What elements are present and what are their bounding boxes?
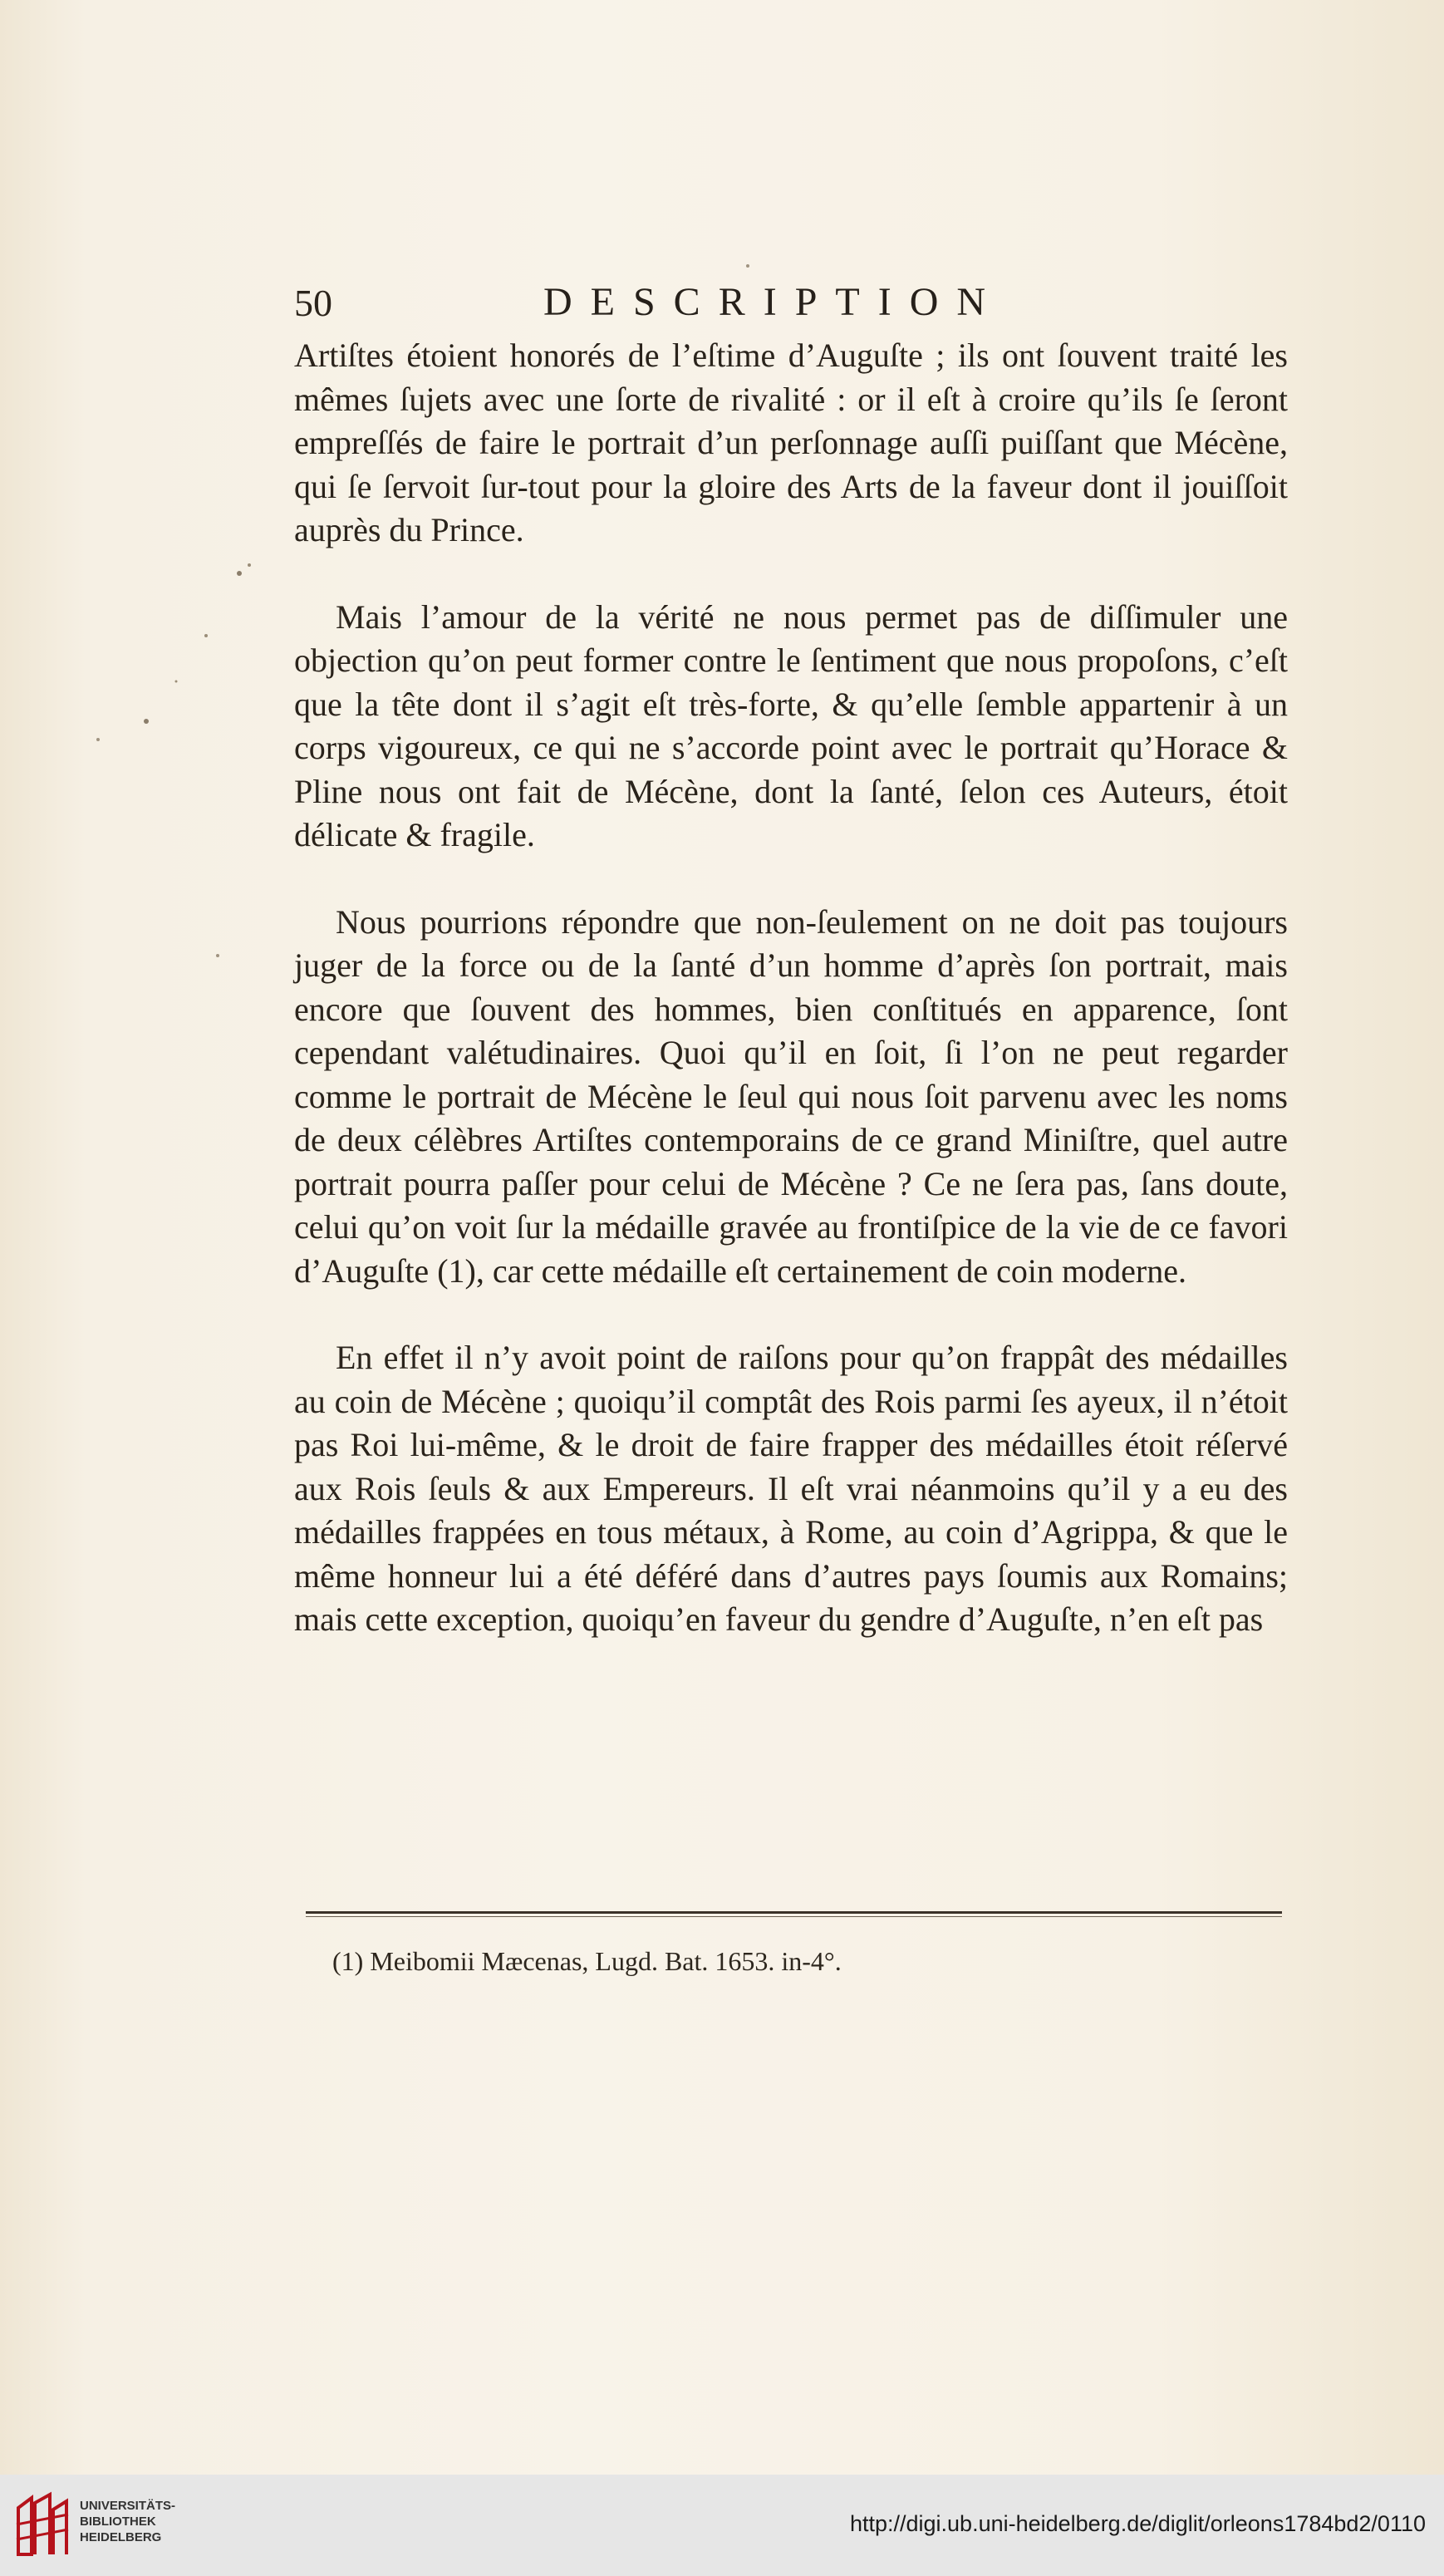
footnote: (1) Meibomii Mæcenas, Lugd. Bat. 1653. in-4°. (332, 1946, 842, 1976)
running-title: DESCRIPTION (543, 280, 1004, 324)
body-text (294, 334, 1288, 1642)
footnote-rule (306, 1911, 1282, 1914)
paragraph-3: Nous pourrions répondre que non-ſeulement on ne doit pas toujours juger de la force ou de la ſanté d’un homme d’après ſon portrait, mais encore que ſouvent des hommes, bien conſtitués en apparence, ſont cependant valétudinaires. Quoi qu’il en ſoit, ſi l’on ne peut regarder comme le portrait de Mécène le ſeul qui nous ſoit parvenu avec les noms de deux célèbres Artiſtes contemporains de ce grand Miniſtre, quel autre portrait pourra paſſer pour celui de Mécène ? Ce ne ſera pas, ſans doute, celui qu’on voit ſur la médaille gravée au frontiſpice de la vie de ce favori d’Auguſte (1), car cette médaille eſt certainement de coin moderne. (294, 902, 1288, 1290)
paragraph-1: Artiſtes étoient honorés de l’eſtime d’Auguſte ; ils ont ſouvent traité les mêmes ſujets avec une ſorte de rivalité : or il eſt à croire qu’ils ſe ſeront empreſſés de faire le portrait d’un perſonnage auſſi puiſſant que Mécène, qui ſe ſervoit ſur-tout pour la gloire des Arts de la faveur dont il jouiſſoit auprès du Prince. (294, 337, 1288, 548)
footnote-rule-thin (306, 1916, 1282, 1917)
paragraph-4: En effet il n’y avoit point de raiſons pour qu’on frappât des médailles au coin de Mécène ; quoiqu’il comptât des Rois parmi ſes ayeux, il n’étoit pas Roi lui-même, & le droit de faire frapper des médailles étoit réſervé aux Rois ſeuls & aux Empereurs. Il eſt vrai néanmoins qu’il y a eu des médailles frappées en tous métaux, à Rome, au coin d’Agrippa, & que le même honneur lui a été déféré dans d’autres pays ſoumis aux Romains; mais cette exception, quoiqu’en faveur du gendre d’Auguſte, n’en eſt pas (294, 1339, 1288, 1638)
page-number: 50 (294, 282, 332, 324)
heidelberg-library-logo-icon (13, 2491, 71, 2559)
paragraph-2: Mais l’amour de la vérité ne nous permet pas de diſſimuler une objection qu’on peut former contre le ſentiment que nous propoſons, c’eſt que la tête dont il s’agit eſt très-forte, & qu’elle ſemble appartenir à un corps vigoureux, ce qui ne s’accorde point avec le portrait qu’Horace & Pline nous ont fait de Mécène, dont la ſanté, ſelon ces Auteurs, étoit délicate & fragile. (294, 597, 1288, 853)
permalink-url[interactable]: http://digi.ub.uni-heidelberg.de/diglit/orleons1784bd2/0110 (849, 2511, 1426, 2536)
footer-bar (0, 2475, 1444, 2576)
running-head (294, 281, 1291, 331)
library-name: UNIVERSITÄTS- BIBLIOTHEK HEIDELBERG (80, 2499, 176, 2544)
